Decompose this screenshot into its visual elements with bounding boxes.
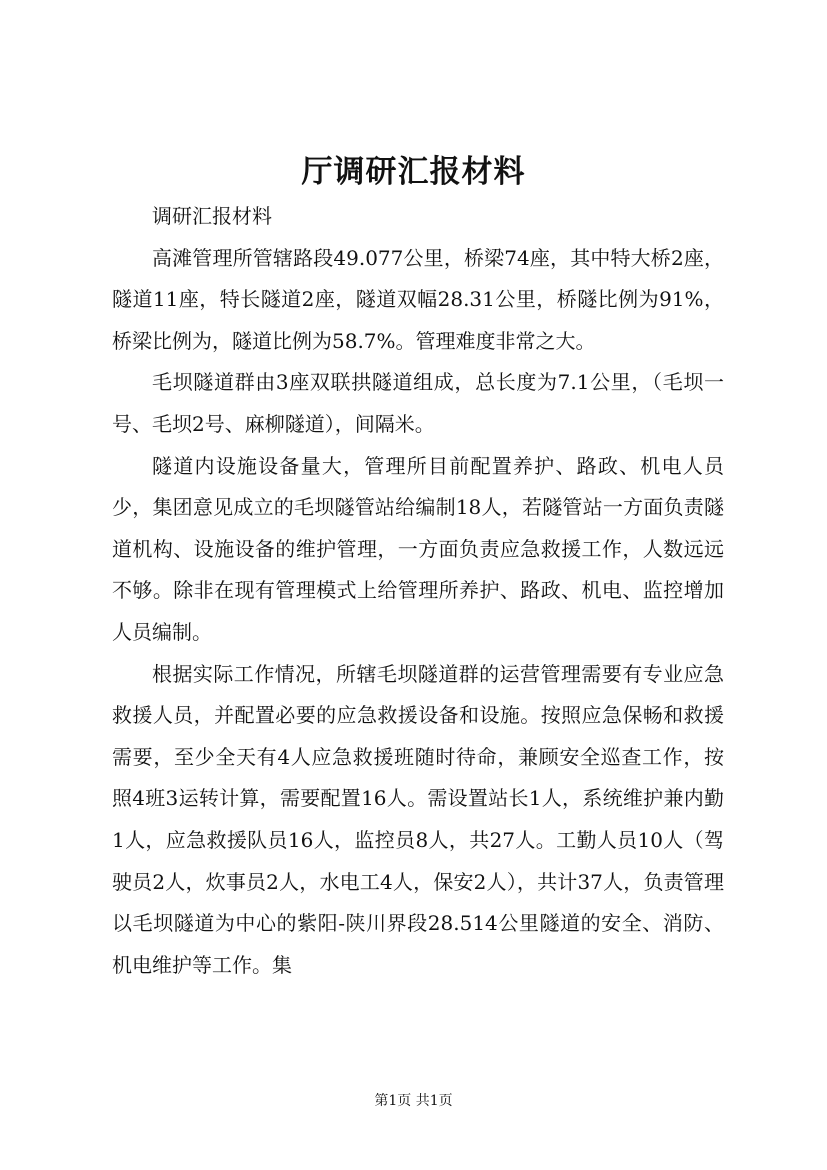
- document-body: [112, 196, 724, 986]
- paragraph-tunnel-group: 毛坝隧道群由3座双联拱隧道组成，总长度为7.1公里，（毛坝一号、毛坝2号、麻柳隧道），间隔米。: [112, 370, 724, 436]
- paragraph-subtitle: 调研汇报材料: [152, 204, 272, 228]
- paragraph-overview: 高滩管理所管辖路段49.077公里，桥梁74座，其中特大桥2座，隧道11座，特长隧道2座，隧道双幅28.31公里，桥隧比例为91%，桥梁比例为，隧道比例为58.7%。管理难度非常之大。: [112, 245, 724, 353]
- paragraph-rescue-plan: 根据实际工作情况，所辖毛坝隧道群的运营管理需要有专业应急救援人员，并配置必要的应急救援设备和设施。按照应急保畅和救援需要，至少全天有4人应急救援班随时待命，兼顾安全巡查工作，按照4班3运转计算，需要配置16人。需设置站长1人，系统维护兼内勤1人，应急救援队员16人，监控员8人，共27人。工勤人员10人（驾驶员2人，炊事员2人，水电工4人，保安2人），共计37人，负责管理以毛坝隧道为中心的紫阳-陕川界段28.514公里隧道的安全、消防、机电维护等工作。集: [112, 661, 724, 977]
- paragraph-staffing: 隧道内设施设备量大，管理所目前配置养护、路政、机电人员少，集团意见成立的毛坝隧管站给编制18人，若隧管站一方面负责隧道机构、设施设备的维护管理，一方面负责应急救援工作，人数远远不够。除非在现有管理模式上给管理所养护、路政、机电、监控增加人员编制。: [112, 453, 724, 644]
- page-footer: 第1页 共1页: [374, 1093, 453, 1109]
- document-title: 厅调研汇报材料: [301, 154, 526, 190]
